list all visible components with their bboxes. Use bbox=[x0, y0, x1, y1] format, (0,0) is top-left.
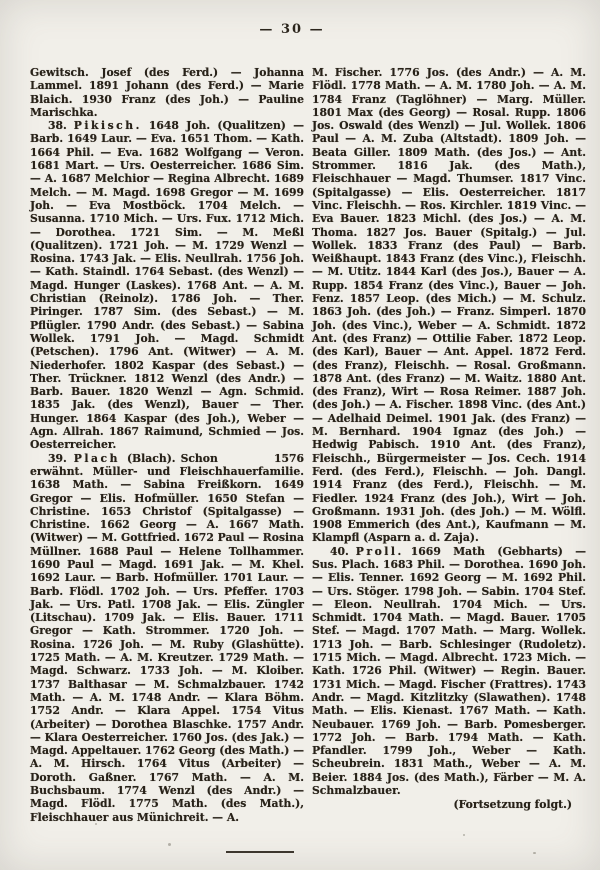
page-number-header: — 30 — bbox=[259, 22, 325, 37]
family-name: Proll. bbox=[355, 544, 404, 558]
paragraph-text: M. Fischer. 1776 Jos. (des Andr.) — A. M. Flödl. 1778 Math. — A. M. 1780 Joh. — A. M. 1784 Franz (Taglöhner) — Marg. Müller. 1801 Max (des Georg) — Rosal. Rupp. 1806 Jos. Oswald (des Wenzl) — Jul. Wollek. 1806 Paul — A. M. Zuba (Altstadt). 1809 Joh. — Beata Giller. 1809 Math. (des Jos.) — Ant. Strommer. 1816 Jak. (des Math.), Fleischhauer — Magd. Thumser. 1817 Vinc. (Spitalgasse) — Elis. Oesterreicher. 1817 Vinc. Fleischh. — Ros. Kirchler. 1819 Vinc. — Eva Bauer. 1823 Michl. (des Jos.) — A. M. Thoma. 1827 Jos. Bauer (Spitalg.) — Jul. Wollek. 1833 Franz (des Paul) — Barb. Weißhaupt. 1843 Franz (des Vinc.), Fleischh. — M. Utitz. 1844 Karl (des Jos.), Bauer — A. Rupp. 1854 Franz (des Vinc.), Bauer — Joh. Fenz. 1857 Leop. (des Mich.) — M. Schulz. 1863 Joh. (des Joh.) — Franz. Simperl. 1870 Joh. (des Vinc.), Weber — A. Schmidt. 1872 Ant. (des Franz) — Ottilie Faber. 1872 Leop. (des Karl), Bauer — Ant. Appel. 1872 Ferd. (des Franz), Fleischh. — Rosal. Großmann. 1878 Ant. (des Franz) — M. Waitz. 1880 Ant. (des Franz), Wirt — Rosa Reimer. 1887 Joh. (des Joh.) — A. Fischer. 1898 Vinc. (des Ant.) — Adelhaid Deimel. 1901 Jak. (des Franz) — M. Bernhard. 1904 Ignaz (des Joh.) — Hedwig Pabisch. 1910 Ant. (des Franz), Fleischh., Bürgermeister — Jos. Cech. 1914 Ferd. (des Ferd.), Fleischh. — Joh. Dangl. 1914 Franz (des Ferd.), Fleischh. — M. Fiedler. 1924 Franz (des Joh.), Wirt — Joh. Großmann. 1931 Joh. (des Joh.) — M. Wölfl. 1908 Emmerich (des Ant.), Kaufmann — M. Klampfl (Asparn a. d. Zaja). bbox=[312, 66, 586, 545]
scan-speck bbox=[463, 834, 465, 836]
entry-38-pikisch bbox=[30, 119, 304, 451]
entry-text: Schon 1576 erwähnt. Müller- und Fleischhauerfamilie. 1638 Math. — Sabina Freißkorn. 1649 Gregor — Elis. Hofmüller. 1650 Stefan — Christine. 1653 Christof (Spitalgasse) — Christine. 1662 Georg — A. 1667 Math. (Witwer) — M. Gottfried. 1672 Paul — Rosina Müllner. 1688 Paul — Helene Tollhammer. 1690 Paul — Magd. 1691 Jak. — M. Khel. 1692 Laur. — Barb. Hofmüller. 1701 Laur. — Barb. Flödl. 1702 Joh. — Urs. Pfeffer. 1703 Jak. — Urs. Patl. 1708 Jak. — Elis. Züngler (Litschau). 1709 Jak. — Elis. Bauer. 1711 Gregor — Kath. Strommer. 1720 Joh. — Rosina. 1726 Joh. — M. Ruby (Glashütte). 1725 Math. — A. M. Kreutzer. 1729 Math. — Magd. Schwarz. 1733 Joh. — M. Kloiber. 1737 Balthasar — M. Schmalzbauer. 1742 Math. — A. M. 1748 Andr. — Klara Böhm. 1752 Andr. — Klara Appel. 1754 Vitus (Arbeiter) — Dorothea Blaschke. 1757 Andr. — Klara Oesterreicher. 1760 Jos. (des Jak.) — Magd. Appeltauer. 1762 Georg (des Math.) — A. M. Hirsch. 1764 Vitus (Arbeiter) — Doroth. Gaßner. 1767 Math. — A. M. Buchsbaum. 1774 Wenzl (des Andr.) — Magd. Flödl. 1775 Math. (des Math.), Fleischhauer aus Münichreit. — A. bbox=[30, 451, 304, 824]
entry-40-proll bbox=[312, 545, 586, 798]
family-name: Pikisch. bbox=[73, 119, 142, 133]
scan-speck bbox=[533, 852, 536, 854]
left-column bbox=[30, 66, 304, 824]
scan-speck bbox=[95, 823, 97, 825]
entry-number: 38. bbox=[48, 119, 67, 133]
entry-number: 39. bbox=[48, 451, 67, 465]
family-name-variant: (Blach). bbox=[126, 451, 176, 465]
paragraph-continuation-plach bbox=[312, 66, 586, 545]
entry-39-plach bbox=[30, 452, 304, 824]
continuation-note: (Fortsetzung folgt.) bbox=[453, 798, 572, 812]
entry-text: 1648 Joh. (Qualitzen) — Barb. 1649 Laur. — Eva. 1651 Thom. — Kath. 1664 Phil. — Eva. 1682 Wolfgang — Veron. 1681 Mart. — Urs. Oesterreicher. 1686 Sim. — A. 1687 Melchior — Regina Albrecht. 1689 Melch. — M. Magd. 1698 Gregor — M. 1699 Joh. — Eva Mostböck. 1704 Melch. — Susanna. 1710 Mich. — Urs. Fux. 1712 Mich. — Dorothea. 1721 Sim. — M. Meßl (Qualitzen). 1721 Joh. — M. 1729 Wenzl — Rosina. 1743 Jak. — Elis. Neullrah. 1756 Joh. — Kath. Staindl. 1764 Sebast. (des Wenzl) — Magd. Hunger (Laskes). 1768 Ant. — A. M. Christian (Reinolz). 1786 Joh. — Ther. Piringer. 1787 Sim. (des Sebast.) — M. Pflügler. 1790 Andr. (des Sebast.) — Sabina Wollek. 1791 Joh. — Magd. Schmidt (Petschen). 1796 Ant. (Witwer) — A. M. Niederhofer. 1802 Kaspar (des Sebast.) — Ther. Trückner. 1812 Wenzl (des Andr.) — Barb. Bauer. 1820 Wenzl — Agn. Schmid. 1835 Jak. (des Wenzl), Bauer — Ther. Hunger. 1864 Kaspar (des Joh.), Weber — Agn. Allrah. 1867 Raimund, Schmied — Jos. Oesterreicher. bbox=[30, 119, 304, 452]
entry-number: 40. bbox=[330, 544, 349, 558]
family-name: Plach bbox=[73, 451, 120, 465]
right-column bbox=[312, 66, 586, 812]
paragraph-continuation-gewitsch bbox=[30, 66, 304, 119]
section-divider-rule bbox=[226, 851, 294, 853]
entry-text: 1669 Math (Gebharts) — Sus. Plach. 1683 Phil. — Dorothea. 1690 Joh. — Elis. Tenner. 1692 Georg — M. 1692 Phil. — Urs. Stöger. 1798 Joh. — Sabin. 1704 Stef. — Eleon. Neullrah. 1704 Mich. — Urs. Schmidt. 1704 Math. — Magd. Bauer. 1705 Stef. — Magd. 1707 Math. — Marg. Wollek. 1713 Joh. — Barb. Schlesinger (Rudoletz). 1715 Mich. — Magd. Albrecht. 1723 Mich. — Kath. 1726 Phil. (Witwer) — Regin. Bauer. 1731 Mich. — Magd. Fischer (Frattres). 1743 Andr. — Magd. Kitzlitzky (Slawathen). 1748 Math. — Elis. Kienast. 1767 Math. — Kath. Neubauer. 1769 Joh. — Barb. Pomesberger. 1772 Joh. — Barb. 1794 Math. — Kath. Pfandler. 1799 Joh., Weber — Kath. Scheubrein. 1831 Math., Weber — A. M. Beier. 1884 Jos. (des Math.), Färber — M. A. Schmalzbauer. bbox=[312, 544, 586, 798]
paragraph-text: Gewitsch. Josef (des Ferd.) — Johanna Lammel. 1891 Johann (des Ferd.) — Marie Blaich. 1930 Franz (des Joh.) — Pauline Marischka. bbox=[30, 66, 304, 119]
scan-speck bbox=[168, 843, 171, 846]
